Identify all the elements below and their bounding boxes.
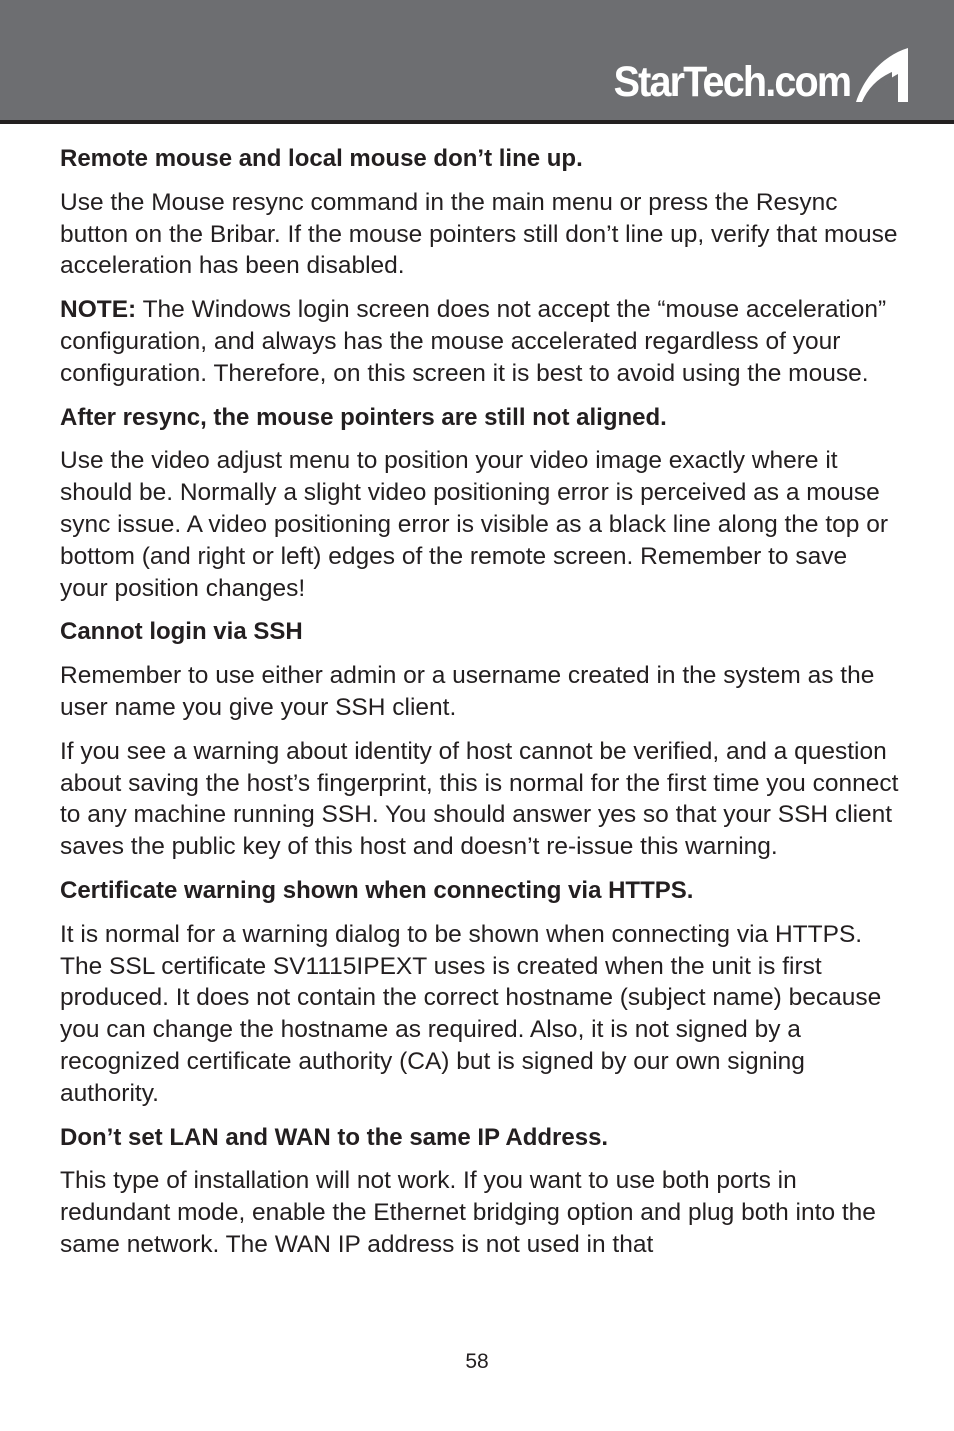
paragraph: It is normal for a warning dialog to be shown when connecting via HTTPS. The SSL certificate SV1115IPEXT uses is created when the unit is first produced. It does not contain the correct hostname (subject name) because you can change the hostname as required. Also, it is not signed by a recognized certificate authority (CA) but is signed by our own signing authority. — [60, 920, 882, 1107]
note-text: The Windows login screen does not accept the “mouse acceleration” configuration, and always has the mouse accelerated regardless of your configuration. Therefore, on this screen it is best to avoid using the mouse. — [60, 296, 887, 387]
section-heading: After resync, the mouse pointers are still not aligned. — [60, 403, 667, 431]
header-rule — [0, 120, 954, 124]
startech-swoosh-icon — [852, 44, 910, 104]
section-heading: Remote mouse and local mouse don’t line up. — [60, 145, 583, 172]
startech-logo — [593, 40, 910, 104]
section-heading: Cannot login via SSH — [60, 618, 303, 646]
note-label: NOTE: — [60, 296, 137, 324]
paragraph: This type of installation will not work. If you want to use both ports in redundant mode, enable the Ethernet bridging option and plug both into the same network. The WAN IP address is not used in that — [60, 1167, 876, 1258]
section-heading: Don’t set LAN and WAN to the same IP Address. — [60, 1123, 609, 1151]
paragraph: Use the Mouse resync command in the main menu or press the Resync button on the Bribar. If the mouse pointers still don’t line up, verify that mouse acceleration has been disabled. — [60, 188, 898, 280]
logo-text: StarTech.com — [613, 58, 850, 106]
page-number: 58 — [465, 1350, 489, 1373]
paragraph: Remember to use either admin or a username created in the system as the user name you give your SSH client. — [60, 662, 875, 721]
paragraph: Use the video adjust menu to position your video image exactly where it should be. Normally a slight video positioning error is perceived as a mouse sync issue. A video positioning error is visible as a black line along the top or bottom (and right or left) edges of the remote screen. Remember to save your position changes! — [60, 447, 889, 602]
section-heading: Certificate warning shown when connecting via HTTPS. — [60, 876, 694, 904]
document-body — [60, 143, 900, 1273]
note-paragraph — [60, 294, 900, 389]
page-header-band — [0, 0, 954, 120]
paragraph: If you see a warning about identity of host cannot be verified, and a question about saving the host’s fingerprint, this is normal for the first time you connect to any machine running SSH. You should answer yes so that your SSH client saves the public key of this host and doesn’t re-issue this warning. — [60, 737, 899, 861]
